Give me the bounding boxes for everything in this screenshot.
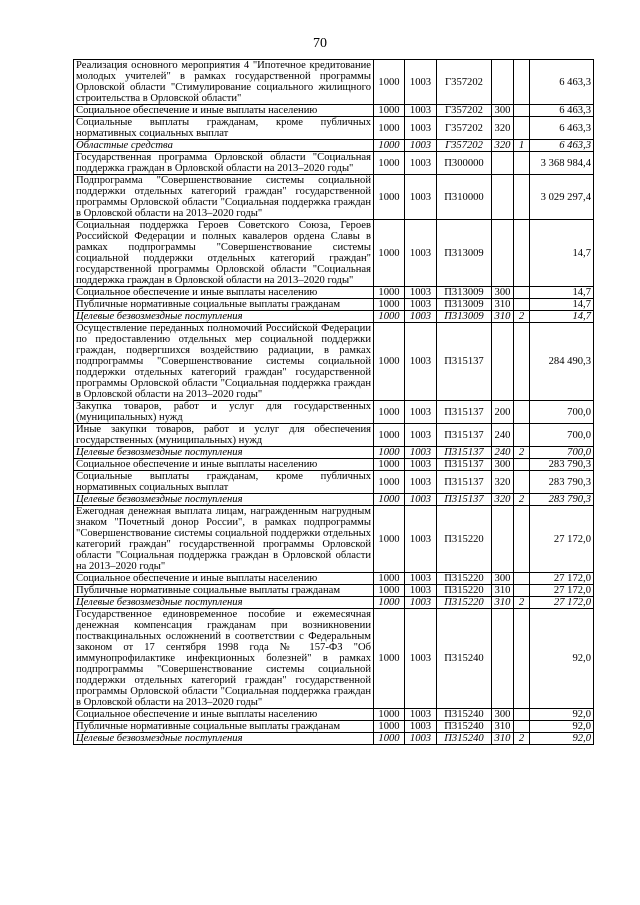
table-row	[74, 733, 594, 745]
target-article-code: П315240	[437, 709, 492, 721]
funding-source-code	[514, 60, 530, 105]
funding-source-code	[514, 117, 530, 140]
table-row	[74, 585, 594, 597]
target-article-code: Г357202	[437, 117, 492, 140]
funding-source-code	[514, 287, 530, 299]
target-article-code: Г357202	[437, 60, 492, 105]
amount: 27 172,0	[530, 573, 594, 585]
target-article-code: П315220	[437, 506, 492, 573]
row-name: Целевые безвозмездные поступления	[74, 733, 374, 745]
subsection-code: 1003	[405, 311, 437, 323]
expense-type-code: 310	[492, 299, 514, 311]
table-row	[74, 471, 594, 494]
section-code: 1000	[374, 733, 405, 745]
amount: 284 490,3	[530, 323, 594, 401]
section-code: 1000	[374, 447, 405, 459]
row-name: Закупка товаров, работ и услуг для государственных (муниципальных) нужд	[74, 401, 374, 424]
row-name: Публичные нормативные социальные выплаты гражданам	[74, 721, 374, 733]
subsection-code: 1003	[405, 299, 437, 311]
subsection-code: 1003	[405, 459, 437, 471]
row-name: Государственная программа Орловской области "Социальная поддержка граждан в Орловской области на 2013–2020 годы"	[74, 152, 374, 175]
budget-table	[73, 59, 594, 745]
subsection-code: 1003	[405, 105, 437, 117]
expense-type-code: 320	[492, 494, 514, 506]
target-article-code: П315137	[437, 447, 492, 459]
expense-type-code: 310	[492, 311, 514, 323]
subsection-code: 1003	[405, 709, 437, 721]
subsection-code: 1003	[405, 721, 437, 733]
row-name: Социальное обеспечение и иные выплаты населению	[74, 573, 374, 585]
expense-type-code: 240	[492, 447, 514, 459]
expense-type-code: 310	[492, 585, 514, 597]
target-article-code: П315137	[437, 323, 492, 401]
target-article-code: П315137	[437, 424, 492, 447]
page-number: 70	[313, 36, 327, 51]
target-article-code: П315220	[437, 597, 492, 609]
amount: 27 172,0	[530, 597, 594, 609]
section-code: 1000	[374, 471, 405, 494]
section-code: 1000	[374, 506, 405, 573]
table-row	[74, 287, 594, 299]
section-code: 1000	[374, 117, 405, 140]
row-name: Государственное единовременное пособие и ежемесячная денежная компенсация гражданам при возникновении поствакцинальных осложнений в соответствии с Федеральным законом от 17 сентября 1998 года № 157-ФЗ "Об иммунопрофилактике инфекционных болезней" в рамках подпрограммы "Совершенствование системы социальной поддержки отдельных категорий граждан" государственной программы Орловской области "Социальная поддержка граждан в Орловской области на 2013–2020 годы"	[74, 609, 374, 709]
expense-type-code	[492, 60, 514, 105]
section-code: 1000	[374, 105, 405, 117]
table-row	[74, 573, 594, 585]
funding-source-code	[514, 609, 530, 709]
expense-type-code	[492, 175, 514, 220]
section-code: 1000	[374, 287, 405, 299]
row-name: Социальное обеспечение и иные выплаты населению	[74, 459, 374, 471]
expense-type-code: 200	[492, 401, 514, 424]
funding-source-code	[514, 709, 530, 721]
funding-source-code	[514, 721, 530, 733]
funding-source-code	[514, 573, 530, 585]
subsection-code: 1003	[405, 573, 437, 585]
row-name: Целевые безвозмездные поступления	[74, 311, 374, 323]
row-name: Социальные выплаты гражданам, кроме публичных нормативных социальных выплат	[74, 117, 374, 140]
expense-type-code: 320	[492, 117, 514, 140]
funding-source-code	[514, 299, 530, 311]
section-code: 1000	[374, 175, 405, 220]
amount: 14,7	[530, 299, 594, 311]
expense-type-code: 300	[492, 709, 514, 721]
expense-type-code	[492, 323, 514, 401]
expense-type-code: 300	[492, 105, 514, 117]
subsection-code: 1003	[405, 585, 437, 597]
section-code: 1000	[374, 401, 405, 424]
table-row	[74, 424, 594, 447]
amount: 700,0	[530, 447, 594, 459]
expense-type-code: 320	[492, 471, 514, 494]
subsection-code: 1003	[405, 152, 437, 175]
funding-source-code	[514, 105, 530, 117]
target-article-code: П313009	[437, 299, 492, 311]
table-row	[74, 401, 594, 424]
target-article-code: П315240	[437, 733, 492, 745]
target-article-code: П315137	[437, 494, 492, 506]
target-article-code: П313009	[437, 287, 492, 299]
amount: 14,7	[530, 220, 594, 287]
subsection-code: 1003	[405, 609, 437, 709]
section-code: 1000	[374, 585, 405, 597]
section-code: 1000	[374, 494, 405, 506]
amount: 700,0	[530, 424, 594, 447]
amount: 14,7	[530, 287, 594, 299]
funding-source-code	[514, 175, 530, 220]
table-row	[74, 447, 594, 459]
subsection-code: 1003	[405, 447, 437, 459]
table-row	[74, 152, 594, 175]
row-name: Целевые безвозмездные поступления	[74, 494, 374, 506]
expense-type-code	[492, 506, 514, 573]
amount: 3 368 984,4	[530, 152, 594, 175]
section-code: 1000	[374, 459, 405, 471]
section-code: 1000	[374, 311, 405, 323]
table-row	[74, 506, 594, 573]
row-name: Публичные нормативные социальные выплаты гражданам	[74, 585, 374, 597]
table-row	[74, 140, 594, 152]
section-code: 1000	[374, 140, 405, 152]
table-row	[74, 494, 594, 506]
amount: 14,7	[530, 311, 594, 323]
amount: 92,0	[530, 609, 594, 709]
target-article-code: П315137	[437, 459, 492, 471]
target-article-code: П315240	[437, 609, 492, 709]
target-article-code: П315220	[437, 585, 492, 597]
target-article-code: П313009	[437, 311, 492, 323]
section-code: 1000	[374, 220, 405, 287]
section-code: 1000	[374, 60, 405, 105]
subsection-code: 1003	[405, 401, 437, 424]
amount: 92,0	[530, 709, 594, 721]
section-code: 1000	[374, 152, 405, 175]
amount: 27 172,0	[530, 585, 594, 597]
subsection-code: 1003	[405, 117, 437, 140]
funding-source-code	[514, 323, 530, 401]
funding-source-code: 1	[514, 140, 530, 152]
funding-source-code	[514, 471, 530, 494]
row-name: Целевые безвозмездные поступления	[74, 447, 374, 459]
table-row	[74, 597, 594, 609]
target-article-code: Г357202	[437, 140, 492, 152]
budget-table-body	[74, 60, 594, 745]
row-name: Социальная поддержка Героев Советского Союза, Героев Российской Федерации и полных кавалеров ордена Славы в рамках подпрограммы "Совершенствование системы социальной поддержки отдельных категорий граждан" государственной программы Орловской области "Социальная поддержка граждан в Орловской области на 2013–2020 годы"	[74, 220, 374, 287]
row-name: Целевые безвозмездные поступления	[74, 597, 374, 609]
section-code: 1000	[374, 573, 405, 585]
table-row	[74, 609, 594, 709]
row-name: Социальное обеспечение и иные выплаты населению	[74, 105, 374, 117]
section-code: 1000	[374, 424, 405, 447]
target-article-code: Г357202	[437, 105, 492, 117]
row-name: Социальное обеспечение и иные выплаты населению	[74, 709, 374, 721]
funding-source-code: 2	[514, 733, 530, 745]
target-article-code: П315137	[437, 401, 492, 424]
expense-type-code	[492, 152, 514, 175]
expense-type-code: 310	[492, 597, 514, 609]
expense-type-code: 310	[492, 733, 514, 745]
row-name: Публичные нормативные социальные выплаты гражданам	[74, 299, 374, 311]
expense-type-code: 310	[492, 721, 514, 733]
funding-source-code	[514, 220, 530, 287]
funding-source-code	[514, 459, 530, 471]
row-name: Социальные выплаты гражданам, кроме публичных нормативных социальных выплат	[74, 471, 374, 494]
table-row	[74, 105, 594, 117]
table-row	[74, 459, 594, 471]
funding-source-code	[514, 401, 530, 424]
subsection-code: 1003	[405, 60, 437, 105]
expense-type-code: 320	[492, 140, 514, 152]
subsection-code: 1003	[405, 733, 437, 745]
amount: 27 172,0	[530, 506, 594, 573]
row-name: Ежегодная денежная выплата лицам, награжденным нагрудным знаком "Почетный донор России", в рамках подпрограммы "Совершенствование системы социальной поддержки отдельных категорий граждан" государственной программы Орловской области "Социальная поддержка граждан в Орловской области на 2013–2020 годы"	[74, 506, 374, 573]
subsection-code: 1003	[405, 597, 437, 609]
row-name: Подпрограмма "Совершенствование системы социальной поддержки отдельных категорий граждан" государственной программы Орловской области "Социальная поддержка граждан в Орловской области на 2013–2020 годы"	[74, 175, 374, 220]
table-row	[74, 311, 594, 323]
subsection-code: 1003	[405, 220, 437, 287]
table-row	[74, 117, 594, 140]
expense-type-code: 300	[492, 287, 514, 299]
expense-type-code: 300	[492, 459, 514, 471]
subsection-code: 1003	[405, 506, 437, 573]
section-code: 1000	[374, 721, 405, 733]
section-code: 1000	[374, 597, 405, 609]
amount: 6 463,3	[530, 140, 594, 152]
funding-source-code: 2	[514, 597, 530, 609]
subsection-code: 1003	[405, 424, 437, 447]
row-name: Социальное обеспечение и иные выплаты населению	[74, 287, 374, 299]
table-row	[74, 299, 594, 311]
funding-source-code: 2	[514, 311, 530, 323]
target-article-code: П315220	[437, 573, 492, 585]
funding-source-code: 2	[514, 494, 530, 506]
expense-type-code: 240	[492, 424, 514, 447]
section-code: 1000	[374, 709, 405, 721]
funding-source-code	[514, 506, 530, 573]
target-article-code: П310000	[437, 175, 492, 220]
row-name: Областные средства	[74, 140, 374, 152]
amount: 6 463,3	[530, 60, 594, 105]
target-article-code: П313009	[437, 220, 492, 287]
amount: 283 790,3	[530, 494, 594, 506]
subsection-code: 1003	[405, 323, 437, 401]
subsection-code: 1003	[405, 140, 437, 152]
amount: 6 463,3	[530, 117, 594, 140]
subsection-code: 1003	[405, 287, 437, 299]
funding-source-code: 2	[514, 447, 530, 459]
table-row	[74, 60, 594, 105]
funding-source-code	[514, 585, 530, 597]
table-row	[74, 323, 594, 401]
amount: 700,0	[530, 401, 594, 424]
subsection-code: 1003	[405, 494, 437, 506]
amount: 283 790,3	[530, 471, 594, 494]
expense-type-code	[492, 220, 514, 287]
amount: 3 029 297,4	[530, 175, 594, 220]
expense-type-code: 300	[492, 573, 514, 585]
funding-source-code	[514, 152, 530, 175]
table-row	[74, 721, 594, 733]
target-article-code: П315137	[437, 471, 492, 494]
amount: 92,0	[530, 733, 594, 745]
target-article-code: П315240	[437, 721, 492, 733]
row-name: Осуществление переданных полномочий Российской Федерации по предоставлению отдельных мер социальной поддержки граждан, подвергшихся воздействию радиации, в рамках подпрограммы "Совершенствование системы социальной поддержки отдельных категорий граждан" государственной программы Орловской области "Социальная поддержка граждан в Орловской области на 2013–2020 годы"	[74, 323, 374, 401]
amount: 283 790,3	[530, 459, 594, 471]
subsection-code: 1003	[405, 471, 437, 494]
table-row	[74, 709, 594, 721]
row-name: Иные закупки товаров, работ и услуг для обеспечения государственных (муниципальных) нужд	[74, 424, 374, 447]
row-name: Реализация основного мероприятия 4 "Ипотечное кредитование молодых учителей" в рамках государственной программы Орловской области "Стимулирование социального жилищного строительства в Орловской области"	[74, 60, 374, 105]
table-row	[74, 220, 594, 287]
amount: 92,0	[530, 721, 594, 733]
section-code: 1000	[374, 323, 405, 401]
table-row	[74, 175, 594, 220]
subsection-code: 1003	[405, 175, 437, 220]
target-article-code: П300000	[437, 152, 492, 175]
funding-source-code	[514, 424, 530, 447]
section-code: 1000	[374, 299, 405, 311]
expense-type-code	[492, 609, 514, 709]
amount: 6 463,3	[530, 105, 594, 117]
section-code: 1000	[374, 609, 405, 709]
